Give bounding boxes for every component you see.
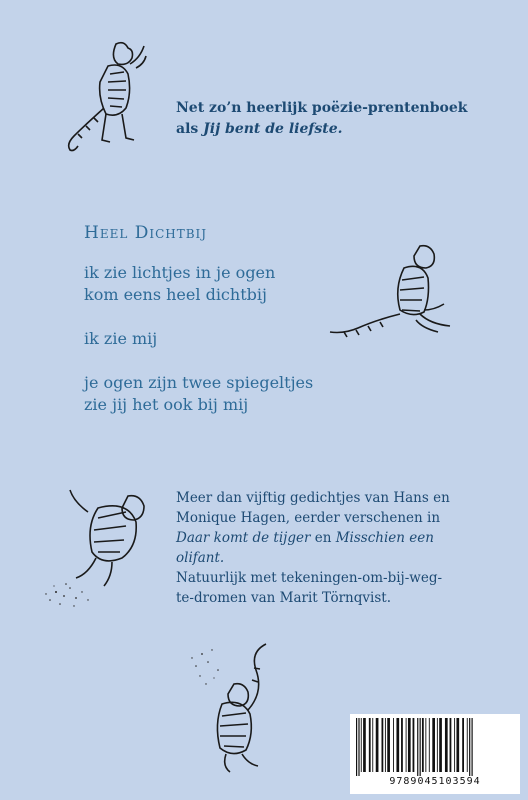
- poem: [84, 222, 344, 438]
- blurb-line-4: Natuurlijk met tekeningen-om-bij-weg-: [176, 570, 443, 586]
- poem-line: ik zie mij: [84, 329, 158, 348]
- blurb: [176, 488, 476, 608]
- poem-stanza-1: [84, 262, 344, 306]
- blurb-line-3: [176, 528, 476, 568]
- barcode-bar: [363, 718, 366, 772]
- barcode-bar: [432, 718, 435, 772]
- barcode-bar: [413, 718, 415, 772]
- barcode-bar: [356, 718, 357, 776]
- blurb-line-2: Monique Hagen, eerder verschenen in: [176, 510, 441, 526]
- blurb-book-title-2: Misschien een olifant.: [176, 530, 434, 566]
- barcode-bar: [382, 718, 384, 772]
- intro-line-2: [176, 119, 496, 140]
- barcode-bar: [396, 718, 399, 772]
- barcode-bar: [385, 718, 386, 772]
- barcode-bar: [387, 718, 390, 772]
- poem-stanza-2: [84, 328, 344, 350]
- tiger-illustration-bottom: [182, 640, 292, 780]
- intro-prefix: als: [176, 121, 204, 137]
- tiger-illustration-leaping: [36, 488, 166, 613]
- barcode-bar: [358, 718, 359, 776]
- blurb-line-5: te-dromen van Marit Törnqvist.: [176, 590, 391, 606]
- barcode-bar: [467, 718, 468, 772]
- poem-stanza-3: [84, 372, 344, 416]
- barcode-bar: [422, 718, 424, 772]
- barcode-bar: [401, 718, 403, 772]
- barcode-bar: [472, 718, 473, 776]
- barcode-bar: [393, 718, 394, 772]
- intro-text: [176, 98, 496, 140]
- barcode-bar: [408, 718, 411, 772]
- blurb-line-1: Meer dan vijftig gedichtjes van Hans en: [176, 490, 450, 506]
- barcode-bar: [462, 718, 464, 772]
- barcode-bar: [376, 718, 379, 772]
- blurb-book-title-1: Daar komt de tijger: [176, 530, 311, 546]
- tiger-illustration-top: [58, 38, 158, 158]
- barcode-bar: [406, 718, 407, 772]
- barcode-bar: [372, 718, 373, 772]
- barcode-bar: [445, 718, 448, 772]
- barcode-bar: [429, 718, 430, 772]
- intro-book-title: Jij bent de liefste.: [203, 121, 343, 137]
- barcode-bars: [350, 714, 520, 776]
- barcode-bar: [450, 718, 452, 772]
- barcode-bar: [437, 718, 438, 772]
- barcode-number: 9789045103594: [389, 776, 481, 787]
- tiger-illustration-middle: [320, 240, 460, 345]
- poem-title: Heel Dichtbij: [84, 223, 208, 243]
- blurb-conjunction: en: [310, 530, 336, 546]
- poem-line: kom eens heel dichtbij: [84, 285, 267, 304]
- barcode-bar: [420, 718, 421, 776]
- poem-line: ik zie lichtjes in je ogen: [84, 263, 276, 282]
- intro-line-1: Net zo’n heerlijk poëzie-prentenboek: [176, 100, 468, 116]
- poem-line: je ogen zijn twee spiegeltjes: [84, 373, 314, 392]
- barcode-bar: [361, 718, 362, 772]
- barcode-bar: [469, 718, 470, 776]
- barcode-bar: [425, 718, 426, 772]
- barcode-bar: [454, 718, 455, 772]
- barcode-bar: [439, 718, 442, 772]
- poem-line: zie jij het ook bij mij: [84, 395, 249, 414]
- barcode-bar: [417, 718, 418, 776]
- barcode-bar: [456, 718, 459, 772]
- barcode-bar: [369, 718, 371, 772]
